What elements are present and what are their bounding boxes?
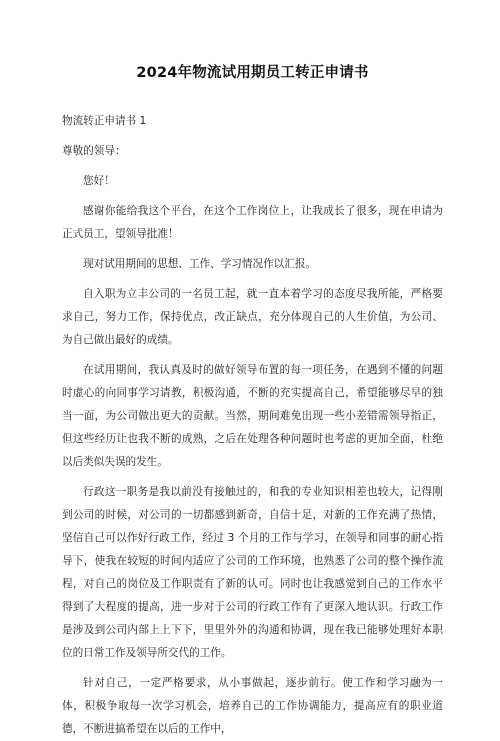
paragraph-admin-work: 行政这一职务是我以前没有接触过的，和我的专业知识相差也较大，记得刚到公司的时候，对公司的一切都感到新奇，自信十足，对新的工作充满了热情，坚信自己可以作好行政工作，经过 3 个月的工作与学习，在领导和同事的耐心指导下，使我在较短的时间内适应了公司的工作环境，也熟悉了公司的整个操作流程，对自己的岗位及工作职责有了新的认可。同时也让我感觉到自己的工作水平得到了大程度的提高，进一步对于公司的行政工作有了更深入地认识。行政工作是涉及到公司内部上上下下，里里外外的沟通和协调，现在我已能够处理好本职位的日常工作及领导所交代的工作。 (62, 486, 443, 659)
document-title: 2024年物流试用期员工转正申请书 (136, 65, 369, 81)
paragraph-probation: 在试用期间，我认真及时的做好领导布置的每一项任务，在遇到不懂的问题时虚心的向同事学习请教，积极沟通，不断的充实提高自己，希望能够尽早的独当一面，为公司做出更大的贡献。当然，期间难免出现一些小差错需领导指正，但这些经历让也我不断的成熟，之后在处理各种问题时也考虑的更加全面，杜绝以后类似失误的发生。 (62, 364, 443, 468)
paragraph-thanks: 感谢你能给我这个平台，在这个工作岗位上，让我成长了很多，现在申请为正式员工，望领导批准！ (62, 205, 443, 240)
paragraph-greeting: 您好！ (83, 175, 115, 187)
paragraph-self-requirements: 针对自己，一定严格要求，从小事做起，逐步前行。使工作和学习融为一体，积极争取每一次学习机会，培养自己的工作协调能力，提高应有的职业道德，不断进搞希望在以后的工作中， (62, 677, 443, 735)
salutation: 尊敬的领导： (62, 145, 126, 157)
paragraph-attitude: 自入职为立丰公司的一名员工起，就一直本着学习的态度尽我所能，严格要求自己，努力工作，保持优点，改正缺点，充分体现自己的人生价值，为公司、为自己做出最好的成绩。 (62, 288, 443, 346)
paragraph-report-intro: 现对试用期间的思想、工作、学习情况作以汇报。 (83, 258, 317, 270)
document-subtitle: 物流转正申请书 1 (62, 115, 147, 127)
